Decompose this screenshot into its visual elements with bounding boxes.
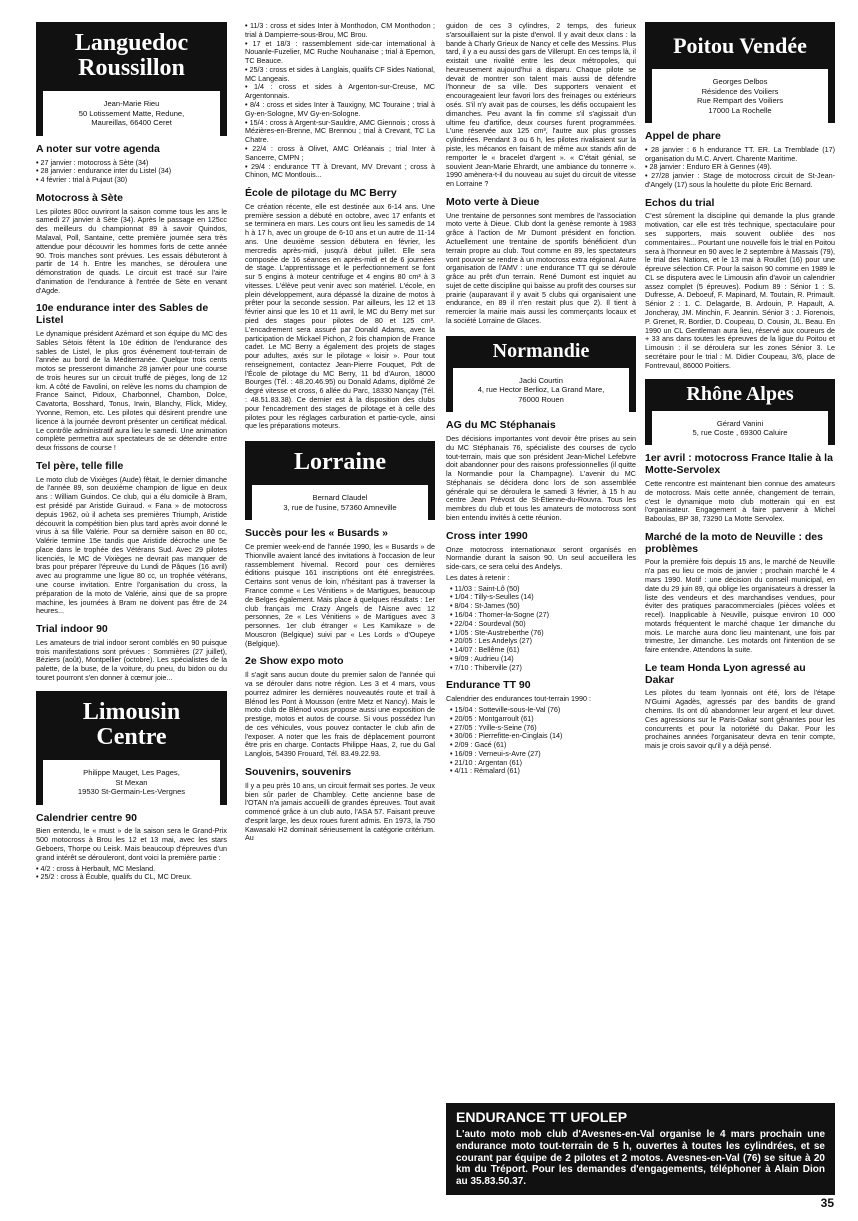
article-body: Les pilotes du team lyonnais ont été, lors de l'étape N'Guimi Agadès, agressés par des bandits de grand chemins. Ils ont dû abandonner leur argent et leur duvet. Ces agressions sur le Paris-Dakar sont gênantes pour les concurrents et pour la notoriété du Dakar. Pour les prochaines années l'organisateur devra en tenir compte, mais je crois savoir qu'il y a déjà pensé.	[645, 688, 835, 751]
list-item: • 27/28 janvier : Stage de motocross circuit de St-Jean-d'Angely (17) sous la houlette du pilote Eric Bernard.	[645, 172, 835, 190]
ufolep-box	[446, 1103, 835, 1195]
region-banner-languedoc	[36, 22, 227, 136]
column-1	[36, 22, 227, 884]
list-item: • 15/04 : Sotteville-sous-le-Val (76)	[446, 706, 636, 715]
article-heading: Calendrier centre 90	[36, 811, 137, 824]
list-item: • 28 janvier : 6 h endurance TT. ER. La Tremblade (17) organisation du M.C. Arvert. Charente Maritime.	[645, 146, 835, 164]
address-line: Philippe Mauget, Les Pages,	[83, 768, 180, 778]
address-line: 5, rue Coste , 69300 Caluire	[692, 427, 788, 437]
calendar-list	[245, 22, 435, 180]
article-body: Les pilotes 80cc ouvriront la saison comme tous les ans le samedi 27 janvier à Sète (34). Après le passage en 125cc des meilleurs du championnat 89 à savoir Quindos, Malaval, Poll, Santaine, cette première journée sera très attendue pour découvrir les hommes forts de cette année 90. Trois manches sont prévues. Les essais débuteront à partir de 14 h. Entre les manches, se déroulera une démonstration de quads. Le circuit est tracé sur l'aire d'animation de l'endurance à l'entrée de Sète en venant d'Agde.	[36, 206, 227, 295]
region-title: Normandie	[492, 339, 590, 362]
list-item: • 25/3 : cross et sides à Langlais, qualifs CF Sides National, MC Langeais.	[245, 66, 435, 84]
list-item: • 16/04 : Thomer-la-Sogne (27)	[446, 611, 636, 620]
article-heading: 2e Show expo moto	[245, 655, 344, 668]
calendar-list	[36, 865, 227, 883]
article-body: Il s'agit sans aucun doute du premier salon de l'année qui va se dérouler dans notre région. Les 3 et 4 mars, vous pourrez admirer les dernières nouveautés route et trail à Blénod les Pont à Mousson (entre Metz et Nancy). Mais le moto club de Blénod vous propose aussi une exposition de prestige, motos et autos de course. Si vous possédez l'un de ces véhicules, vous pouvez contacter le club afin de l'exposer. A noter que les frais de déplacement pourront être pris en charge. Contacts Philippe Haas, 2, rue du Gal Langlois, 54390 Frouard, Tél. 83.49.22.93.	[245, 670, 435, 759]
list-item: • 28 janvier : endurance inter du Listel (34)	[36, 167, 227, 176]
cross-dates-list	[446, 585, 636, 673]
correspondent-address	[652, 411, 828, 446]
article-heading: Cross inter 1990	[446, 529, 528, 542]
region-banner-rhone	[645, 379, 835, 446]
region-title: Rhône Alpes	[686, 382, 794, 405]
column-2	[245, 22, 435, 845]
address-line: Maureillas, 66400 Ceret	[91, 118, 172, 128]
list-item: • 20/05 : Montgarroult (61)	[446, 715, 636, 724]
article-body: Il y a peu près 10 ans, un circuit fermait ses portes. Je veux bien sûr parler de Chambley. Cette ancienne base de l'OTAN n'a jamais accueilli de grandes épreuves. Tout avait commencé grâce à un club auto, l'ASA 57. Faisant preuve d'esprit large, les deux roues furent admis. En 1973, la 750 Kawasaki H2 dominait sérieusement la catégorie critérium. Au	[245, 780, 435, 843]
article-body: Des décisions importantes vont devoir être prises au sein du MC Stéphanais 76, spécialiste des courses de cyclo tout-terrain, mais que son président Jean-Michel Lefebvre doit abandonner pour des raisons professionnelles (il quitte la Normandie pour la Champagne). L'avenir du MC Stéphanais se décidera donc lors de son assemblée générale qui se déroulera le samedi 3 février, à 15 h au centre Jean Prévost de St-Étienne-du-Rouvra. Tous les membres du club et tous les amateurs de motocross sont bien entendu invités à cette réunion.	[446, 433, 636, 522]
article-body: C'est sûrement la discipline qui demande la plus grande motivation, car elle est très technique, spectaculaire pour ses supporters, mais souvent oubliée des nos commentaires... Pourtant une nouvelle fois le trial en Poitou sera à l'honneur en 90 avec le 2 septembre à Massais (79), le trial des Nations, et le 13 mai à Roullet (16) pour une épreuve sélection CF. Pour la saison 90 comme en 1989 le CL se disputera avec le Limousin afin d'avoir un calendrier assez complet (5 épreuves). Podium 89 : Sénior 1 : S. Dufresse, A. Deboeuf, F. Mapinard, M. Toutain, R. Primault. Sénior 2 : 1. C. Delagarde, B. Ardouin, P. Hapault, A. Joncheray, JM. Minchin, F. Jeannin. Sénior 3 : J. Fiorenois, P. Grenet, R. Bordier, D. Coupeau, D. Cousin, JL. Beau. En 1990 un CL Gentleman aura lieu, réservé aux coureurs de + 33 ans dans toutes les épreuves de la ligue du Poitou et Limousin : il se déroulera sur les zones Sénior 3. Le secrétaire pour le trial : M. Didier Coupeau, 3/6, place de Fontrevaul, 86000 Poitiers.	[645, 211, 835, 370]
address-line: Gérard Vanini	[716, 418, 764, 428]
address-line: 3, rue de l'usine, 57360 Amneville	[283, 502, 397, 512]
list-item: • 25/2 : cross à Écuble, qualifs du CL, MC Dreux.	[36, 873, 227, 882]
list-item: • 29/4 : endurance TT à Drevant, MV Drevant ; cross à Chinon, MC Montlouis...	[245, 163, 435, 181]
correspondent-address	[252, 485, 428, 520]
article-body: Calendrier des endurances tout-terrain 1990 :	[446, 694, 592, 704]
article-body: Ce création récente, elle est destinée aux 6-14 ans. Une première session a débuté en octobre, avec 17 enfants et se terminera en mars. Les cours ont lieu les samedis de 14 h à 17 h, avec un groupe de 6-10 ans et un autre de 11-14 ans. Une deuxième session débutera en février, les mercredis après-midi, jusqu'à début juillet. Elle sera composée de 16 séances en après-midi et de 6 journées de stage. L'apprentissage et le perfectionnement se font sur 5 engins à moteur centrifuge et 4 engins 80 cm³ à 3 vitesses. L'élève peut venir avec son matériel. L'école, en plein développement, aura dépassé la dizaine de motos à prêter pour la seconde session. Par ailleurs, les 12 et 13 février ainsi que les 10 et 11 avril, le MC du Berry met sur pied des stages pour pilotes de 80 et 125 cm³. L'encadrement sera assuré par Donald Adams, avec la participation de Mickael Pichon, 2 fois champion de France cadet. Le MC Berry a également des projets de stages pour adultes, axés sur le pilotage « loisir ». Pour tout renseignement, contactez Jean-Pierre Fouquet, Pdt de l'École de pilotage du MC Berry, 11 bd d'Auron, 18000 Bourges (Tél. : 48.20.46.95) ou Donald Adams, diplômé 2e degré vitesse et cross, 6 allée du Parc, 18330 Nançay (Tél. : 48.51.83.38). Ce dernier est à la disposition des clubs pour l'encadrement des stages de pilotage et à celle des pilotes pour les réglages carburation et partie-cycle, ainsi que les préparations moteurs.	[245, 201, 435, 431]
list-item: • 14/07 : Bellême (61)	[446, 646, 636, 655]
list-item: • 8/4 : cross et sides Inter à Tauxigny, MC Touraine ; trial à Gy-en-Sologne, MV Gy-en-Sologne.	[245, 101, 435, 119]
list-item: • 15/4 : cross à Argent-sur-Sauldre, AMC Giennois ; cross à Mézières-en-Brenne, MC Brennou ; trial à Crevant, TC La Chatre.	[245, 119, 435, 145]
region-banner-limousin	[36, 691, 227, 805]
article-heading: Appel de phare	[645, 130, 721, 143]
region-title: Poitou Vendée	[673, 33, 807, 58]
article-heading: Succès pour les « Busards »	[245, 527, 388, 540]
list-item: • 22/04 : Sourdeval (50)	[446, 620, 636, 629]
region-title: Languedoc Roussillon	[74, 30, 189, 82]
address-line: Georges Delbos	[712, 77, 768, 87]
correspondent-address	[43, 91, 220, 135]
article-body: Onze motocross internationaux seront organisés en Normandie durant la saison 90. Un seul accueillera les side-cars, ce sera celui des Andelys.	[446, 544, 636, 572]
region-title: Lorraine	[294, 449, 386, 476]
article-body: guidon de ces 3 cylindres, 2 temps, des furieux s'arsouillaient sur la piste d'envol. Il y avait deux clans : la bande à Charly Grieux de Nancy et celle des Messins. Plus tard, il y a eu aussi des gars de Villerupt. En ces temps là, il existait une rivalité entre les deux métropoles, qui heureusement aujourd'hui a disparu. Chaque pilote se devait de montrer son talent mais aussi de défendre l'honneur de sa ville. Des supporters venaient et encourageaient leur favori lors des freinages ou extérieurs osés. S'il n'y avait pas de courses, les défis occupaient les dimanches. Peu avant la fin comme s'il s'agissait d'un ultime feu d'artifice, deux courses furent programmées. L'une réservée aux 125 cm³, l'autre aux plus grosses cylindrées. Pendant 3 ou 6 h, les pilotes rivalisaient sur la piste, les mécanos en faisant de même aux stands afin de remporter le « bracelet d'argent ». « C'était génial, se souvient Jean-Marie Ehrardt, une ambiance du tonnerre ». 1990 amènera-t-il du nouveau au sujet du circuit de vitesse en Lorraine ?	[446, 21, 636, 189]
article-body: Une trentaine de personnes sont membres de l'association moto verte à Dieue. Club dont la genèse remonte à 1983 grâce à l'action de Mr Dumont président en fonction. Actuellement une trentaine de sportifs bénéficient d'un terrain propre au club. Tout comme en 89, les spectateurs vont pouvoir se rendre à un motocross extra régional. Autre organisation de l'AMV : une endurance TT qui se déroule grâce au prêt d'un terrain. René Dumont est inquiet au sujet de cette discipline qui baisse au profit des courses sur prairie (auparavant il y avait 5 clubs qui organisaient une endurance, en 89 il n'en restait plus que 2). Il tient à remercier la mairie mais aussi les commerçants locaux et la société Lorraine de Glaces.	[446, 210, 636, 325]
list-item: • 27/05 : Yville-s-Seine (76)	[446, 724, 636, 733]
article-body: Le moto club de Vixièges (Aude) fêtait, le dernier dimanche de l'année 89, son deuxième champion de ligue en deux ans : William Guindos. Ce club, qui a élu domicile à Bram, est présidé par Aristide Guiraud. « Fana » de motocross depuis 1962, où il acheta ses premières Triumph, Aristide découvrit la compétition bien plus tard après avoir donné le virus à sa fille Valérie. Pour sa dernière saison en 80 cc, Valérie termine 15e tandis que Aristide décroche une 5e place dans le trophée des Vétérans Sud. Avec 29 pilotes licenciés, le MC de Vixièges ne devrait pas manquer de bras pour préparer l'épreuve du Lundi de Pâques (16 avril) avec au programme une ligue 80 cc, un trophée vétérans, une course invitation. Entre l'organisation du cross, la préparation de la moto de Valérie, ainsi que de sa propre machine, les journées à Bram ne doivent pas être de 24 heures...	[36, 474, 227, 616]
article-body: Pour la première fois depuis 15 ans, le marché de Neuville n'a pas eu lieu ce mois de janvier ; prochain marché le 4 mars 1990. Motif : une décision du conseil municipal, en date du 29 juin 89, qui oblige les organisateurs à dresser la liste des vendeurs et des marchandises vendues, pour éviter des pratiques paracommerciales (pièces volées et recel). Inapplicable à Neuville, puisque environ 10 000 motards fréquentent le marché chaque 1er dimanche du mois. Le marche aura donc lieu maintenant, une fois par trimestre, 1er dimanche. Les motards ont l'intention de se faire entendre. Attendons la suite.	[645, 557, 835, 655]
address-line: 17000 La Rochelle	[708, 105, 772, 115]
address-line: Jean-Marie Rieu	[103, 99, 160, 109]
address-line: Rue Rempart des Voiliers	[696, 96, 784, 106]
address-line: Bernard Claudel	[312, 493, 368, 503]
list-item: • 21/10 : Argentan (61)	[446, 759, 636, 768]
article-heading: Moto verte à Dieue	[446, 195, 540, 208]
article-heading: Marché de la moto de Neuville : des problèmes	[645, 530, 823, 555]
list-item: • 9/09 : Audrieu (14)	[446, 655, 636, 664]
correspondent-address	[453, 368, 629, 412]
list-item: • 16/09 : Verneui-s-Avre (27)	[446, 750, 636, 759]
article-heading: A noter sur votre agenda	[36, 142, 160, 155]
list-item: • 27 janvier : motocross à Sète (34)	[36, 159, 227, 168]
article-body: Bien entendu, le « must » de la saison sera le Grand-Prix 500 motocross à Brou les 12 et 13 mai, avec les stars Geboers, Thorpe ou Leisk. Mais beaucoup d'épreuves d'un grand intérêt se dérouleront, dont voici la première partie :	[36, 826, 227, 862]
list-item: • 8/04 : St-James (50)	[446, 602, 636, 611]
region-title: Limousin Centre	[82, 698, 181, 751]
list-item: • 11/3 : cross et sides Inter à Monthodon, CM Monthodon ; trial à Dampierre-sous-Brou, MC Brou.	[245, 22, 435, 40]
article-heading: Le team Honda Lyon agressé au Dakar	[645, 661, 806, 686]
article-heading: Endurance TT 90	[446, 679, 531, 692]
endurance-dates-list	[446, 706, 636, 776]
column-4	[645, 22, 835, 753]
list-item: • 17 et 18/3 : rassemblement side-car international à Nouanle-Fuzelier, MC Ruche Nouhanaise ; trial à Epernon, TC Beauce.	[245, 40, 435, 66]
list-item: • 22/4 : cross à Olivet, AMC Orléanais ; trial Inter à Sancerre, CMPN ;	[245, 145, 435, 163]
article-body: Les amateurs de trial indoor seront comblés en 90 puisque trois manifestations sont prévues : Sommières (27 juillet), Béziers (août), Montpellier (octobre). Les spécialistes de la palette, de la buse, de la voiture, du pneu, du bidon ou du touret pourront s'en donner à cœmur joie...	[36, 637, 227, 683]
events-list	[645, 146, 835, 190]
list-item: • 1/4 : cross et sides à Argenton-sur-Creuse, MC Argentonnais.	[245, 83, 435, 101]
list-item: • 11/03 : Saint-Lô (50)	[446, 585, 636, 594]
address-line: 76000 Rouen	[518, 394, 564, 404]
address-line: Résidence des Voiliers	[701, 86, 779, 96]
article-heading: 10e endurance inter des Sables de Listel	[36, 302, 209, 327]
list-item: • 1/04 : Tilly-s-Seulles (14)	[446, 593, 636, 602]
list-item: • 28 janvier : Enduro ER à Gennes (49).	[645, 163, 835, 172]
list-item: • 4/2 : cross à Herbault, MC Mesland.	[36, 865, 227, 874]
list-item: • 7/10 : Thiberville (27)	[446, 664, 636, 673]
region-banner-normandie	[446, 336, 636, 412]
article-body: Ce premier week-end de l'année 1990, les « Busards » de Thionville avaient lancé des invitations à l'occasion de leur rassemblement hivernal. Record pour ces dernières éditions puisque 161 inscriptions ont été enregistrées. Certains sont venus de loin, n'hésitant pas à traverser la France comme « Les Vénitiens » de Martigues, beaucoup de Belges également. Mais place à quelques résultats : 1er club français mc Crazy Angels de l'Aisne avec 12 personnes, 2e « Les Vénitiens » de Martigues avec 3 personnes. 1er club étranger « Les Kamikaze » de Mouscron (Belgique) suivi par « Les Lords » d'Oupeye (Belgique).	[245, 542, 435, 648]
article-heading: École de pilotage du MC Berry	[245, 187, 397, 200]
address-line: 19530 St-Germain-Les-Vergnes	[77, 787, 186, 797]
address-line: 50 Lotissement Matte, Redune,	[78, 108, 185, 118]
ufolep-title: ENDURANCE TT UFOLEP	[456, 1109, 628, 1125]
article-heading: Souvenirs, souvenirs	[245, 765, 352, 778]
list-item: • 1/05 : Ste-Austreberthe (76)	[446, 629, 636, 638]
article-heading: Tel père, telle fille	[36, 459, 124, 472]
ufolep-text: L'auto moto mob club d'Avesnes-en-Val organise le 4 mars prochain une endurance moto tout-terrain de 5 h, ouvertes à toutes les cylindrées, et se courant par équipe de 2 pilotes et 2 motos. Avesnes-en-Val (76) se situe à 20 km du Tréport. Pour les demandes d'engagements, téléphoner à Alain Dion au 35.83.50.37.	[456, 1129, 825, 1188]
article-body: Les dates à retenir :	[446, 572, 510, 582]
article-heading: 1er avril : motocross France Italie à la Motte-Servolex	[645, 452, 833, 477]
column-3	[446, 22, 636, 778]
list-item: • 4 février : trial à Pujaut (30)	[36, 176, 227, 185]
correspondent-address	[43, 760, 220, 804]
list-item: • 30/06 : Pierrefitte-en-Cinglais (14)	[446, 732, 636, 741]
article-heading: Echos du trial	[645, 196, 715, 209]
address-line: Jacki Courtin	[519, 375, 563, 385]
region-banner-poitou	[645, 22, 835, 123]
address-line: 4, rue Hector Berlioz, La Grand Mare,	[477, 385, 605, 395]
article-body: Cette rencontre est maintenant bien connue des amateurs de motocross. Mais cette année, changement de terrain, c'est le dynamique moto club motterain qui en est l'organisateur. Engagement à faire parvenir à Michel Baboulas, BP 38, 73290 La Motte Servolex.	[645, 478, 835, 524]
article-heading: AG du MC Stéphanais	[446, 419, 556, 432]
article-heading: Motocross à Sète	[36, 191, 123, 204]
region-banner-lorraine	[245, 441, 435, 520]
list-item: • 4/11 : Rémalard (61)	[446, 767, 636, 776]
list-item: • 2/09 : Gacé (61)	[446, 741, 636, 750]
article-heading: Trial indoor 90	[36, 623, 108, 636]
list-item: • 20/05 : Les Andelys (27)	[446, 637, 636, 646]
page-number: 35	[820, 1196, 834, 1210]
agenda-list	[36, 159, 227, 185]
address-line: St Mexan	[115, 777, 148, 787]
article-body: Le dynamique président Azémard et son équipe du MC des Sables Sétois fêtent la 10e édition de l'endurance des sables de Listel, le plus gros événement tout-terrain de l'année au bord de la Méditerranée. Quelque trois cents motos se presseront dimanche 28 janvier pour une course de trois heures sur un circuit truffé de pièges, long de 12 km. A côté de Favolini, on relève les noms du champion de France Sainct, Pidoux, Charbonnel, Chambon, Dolce, Cavatorta, Bosshard, Tonus, Irwin, Blanchy, Flick, Midey, Yvonne, Remon, etc. Les pilotes qui désirent prendre une licence à la journée devront présenter un certificat médical. Le contrôle administratif aura lieu le samedi. Une animation complète permettra aux spectateurs de se détendre entre deux frissons de course !	[36, 328, 227, 453]
correspondent-address	[652, 69, 828, 123]
